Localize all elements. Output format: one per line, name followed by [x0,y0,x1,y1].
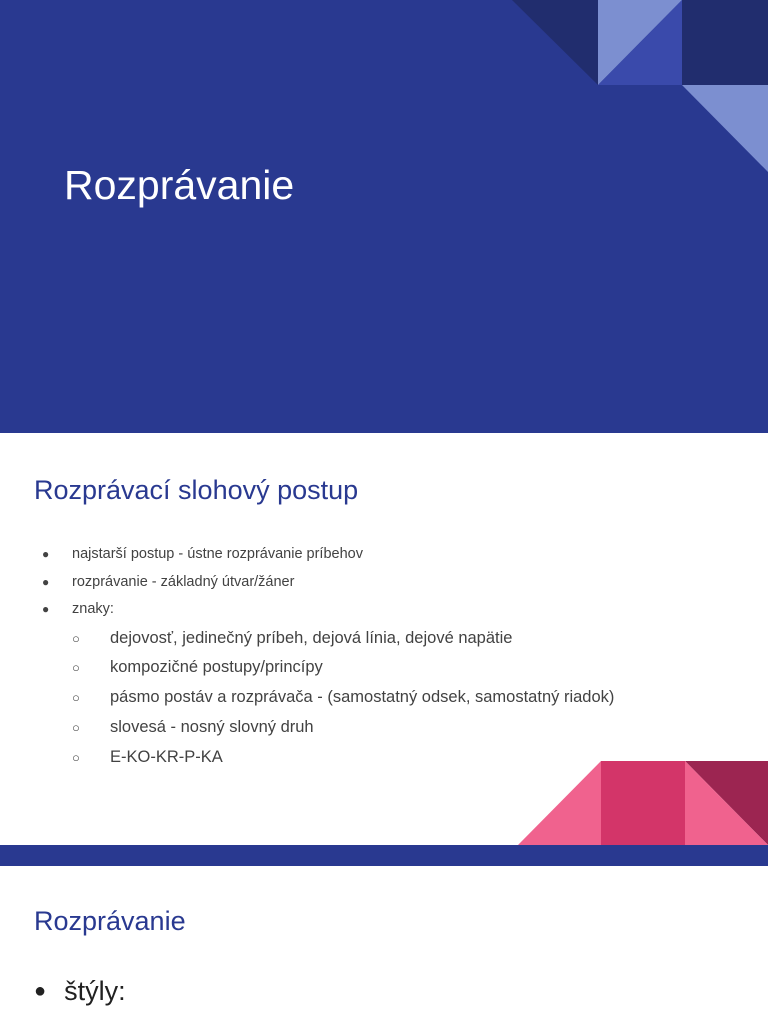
bullet-list [42,541,742,772]
bullet-dot-icon: ● [42,547,50,561]
sub-list-item-text: kompozičné postupy/princípy [110,658,323,677]
deco-light-triangle-bottom [682,85,768,172]
bullet-circle-icon: ○ [72,690,80,706]
title-slide [0,0,768,433]
sub-list-item [72,683,742,713]
content-slide [0,433,768,845]
list-item-text: najstarší postup - ústne rozprávanie príbehov [72,546,363,562]
slide-heading: Rozprávací slohový postup [34,475,359,505]
deco-dark-triangle [512,0,598,85]
slide-title: Rozprávanie [64,162,295,208]
list-item-text: znaky: [72,601,114,617]
bullet-circle-icon: ○ [72,630,80,646]
sub-list-item [72,624,742,654]
bullet-circle-icon: ○ [72,660,80,676]
sub-list-item-text: slovesá - nosný slovný druh [110,717,314,736]
content-slide [0,866,768,1024]
slide-divider-band [0,845,768,866]
corner-decoration-pink [518,761,768,845]
slide-heading: Rozprávanie [34,906,186,936]
list-item-text: štýly: [64,976,126,1006]
sub-list-item [72,653,742,683]
list-item-text: rozprávanie - základný útvar/žáner [72,573,295,590]
list-item [34,976,126,1007]
list-item [42,569,742,597]
corner-decoration-blue [512,0,768,172]
bullet-circle-icon: ○ [72,749,80,765]
list-item [42,541,742,569]
sub-list-item [72,713,742,743]
bullet-dot-icon: ● [42,602,50,616]
list-item [42,596,742,772]
deco-dark-square [682,0,768,85]
deco-pink-light-triangle [518,761,601,845]
sub-bullet-list [72,624,742,773]
sub-list-item-text: dejovosť, jedinečný príbeh, dejová línia, dejové napätie [110,628,513,647]
deco-pink-mid-square [601,761,685,845]
bullet-dot-icon: ● [34,980,47,1002]
bullet-circle-icon: ○ [72,719,80,735]
sub-list-item-text: E-KO-KR-P-KA [110,747,223,766]
sub-list-item-text: pásmo postáv a rozprávača - (samostatný odsek, samostatný riadok) [110,688,615,707]
bullet-dot-icon: ● [42,574,50,589]
